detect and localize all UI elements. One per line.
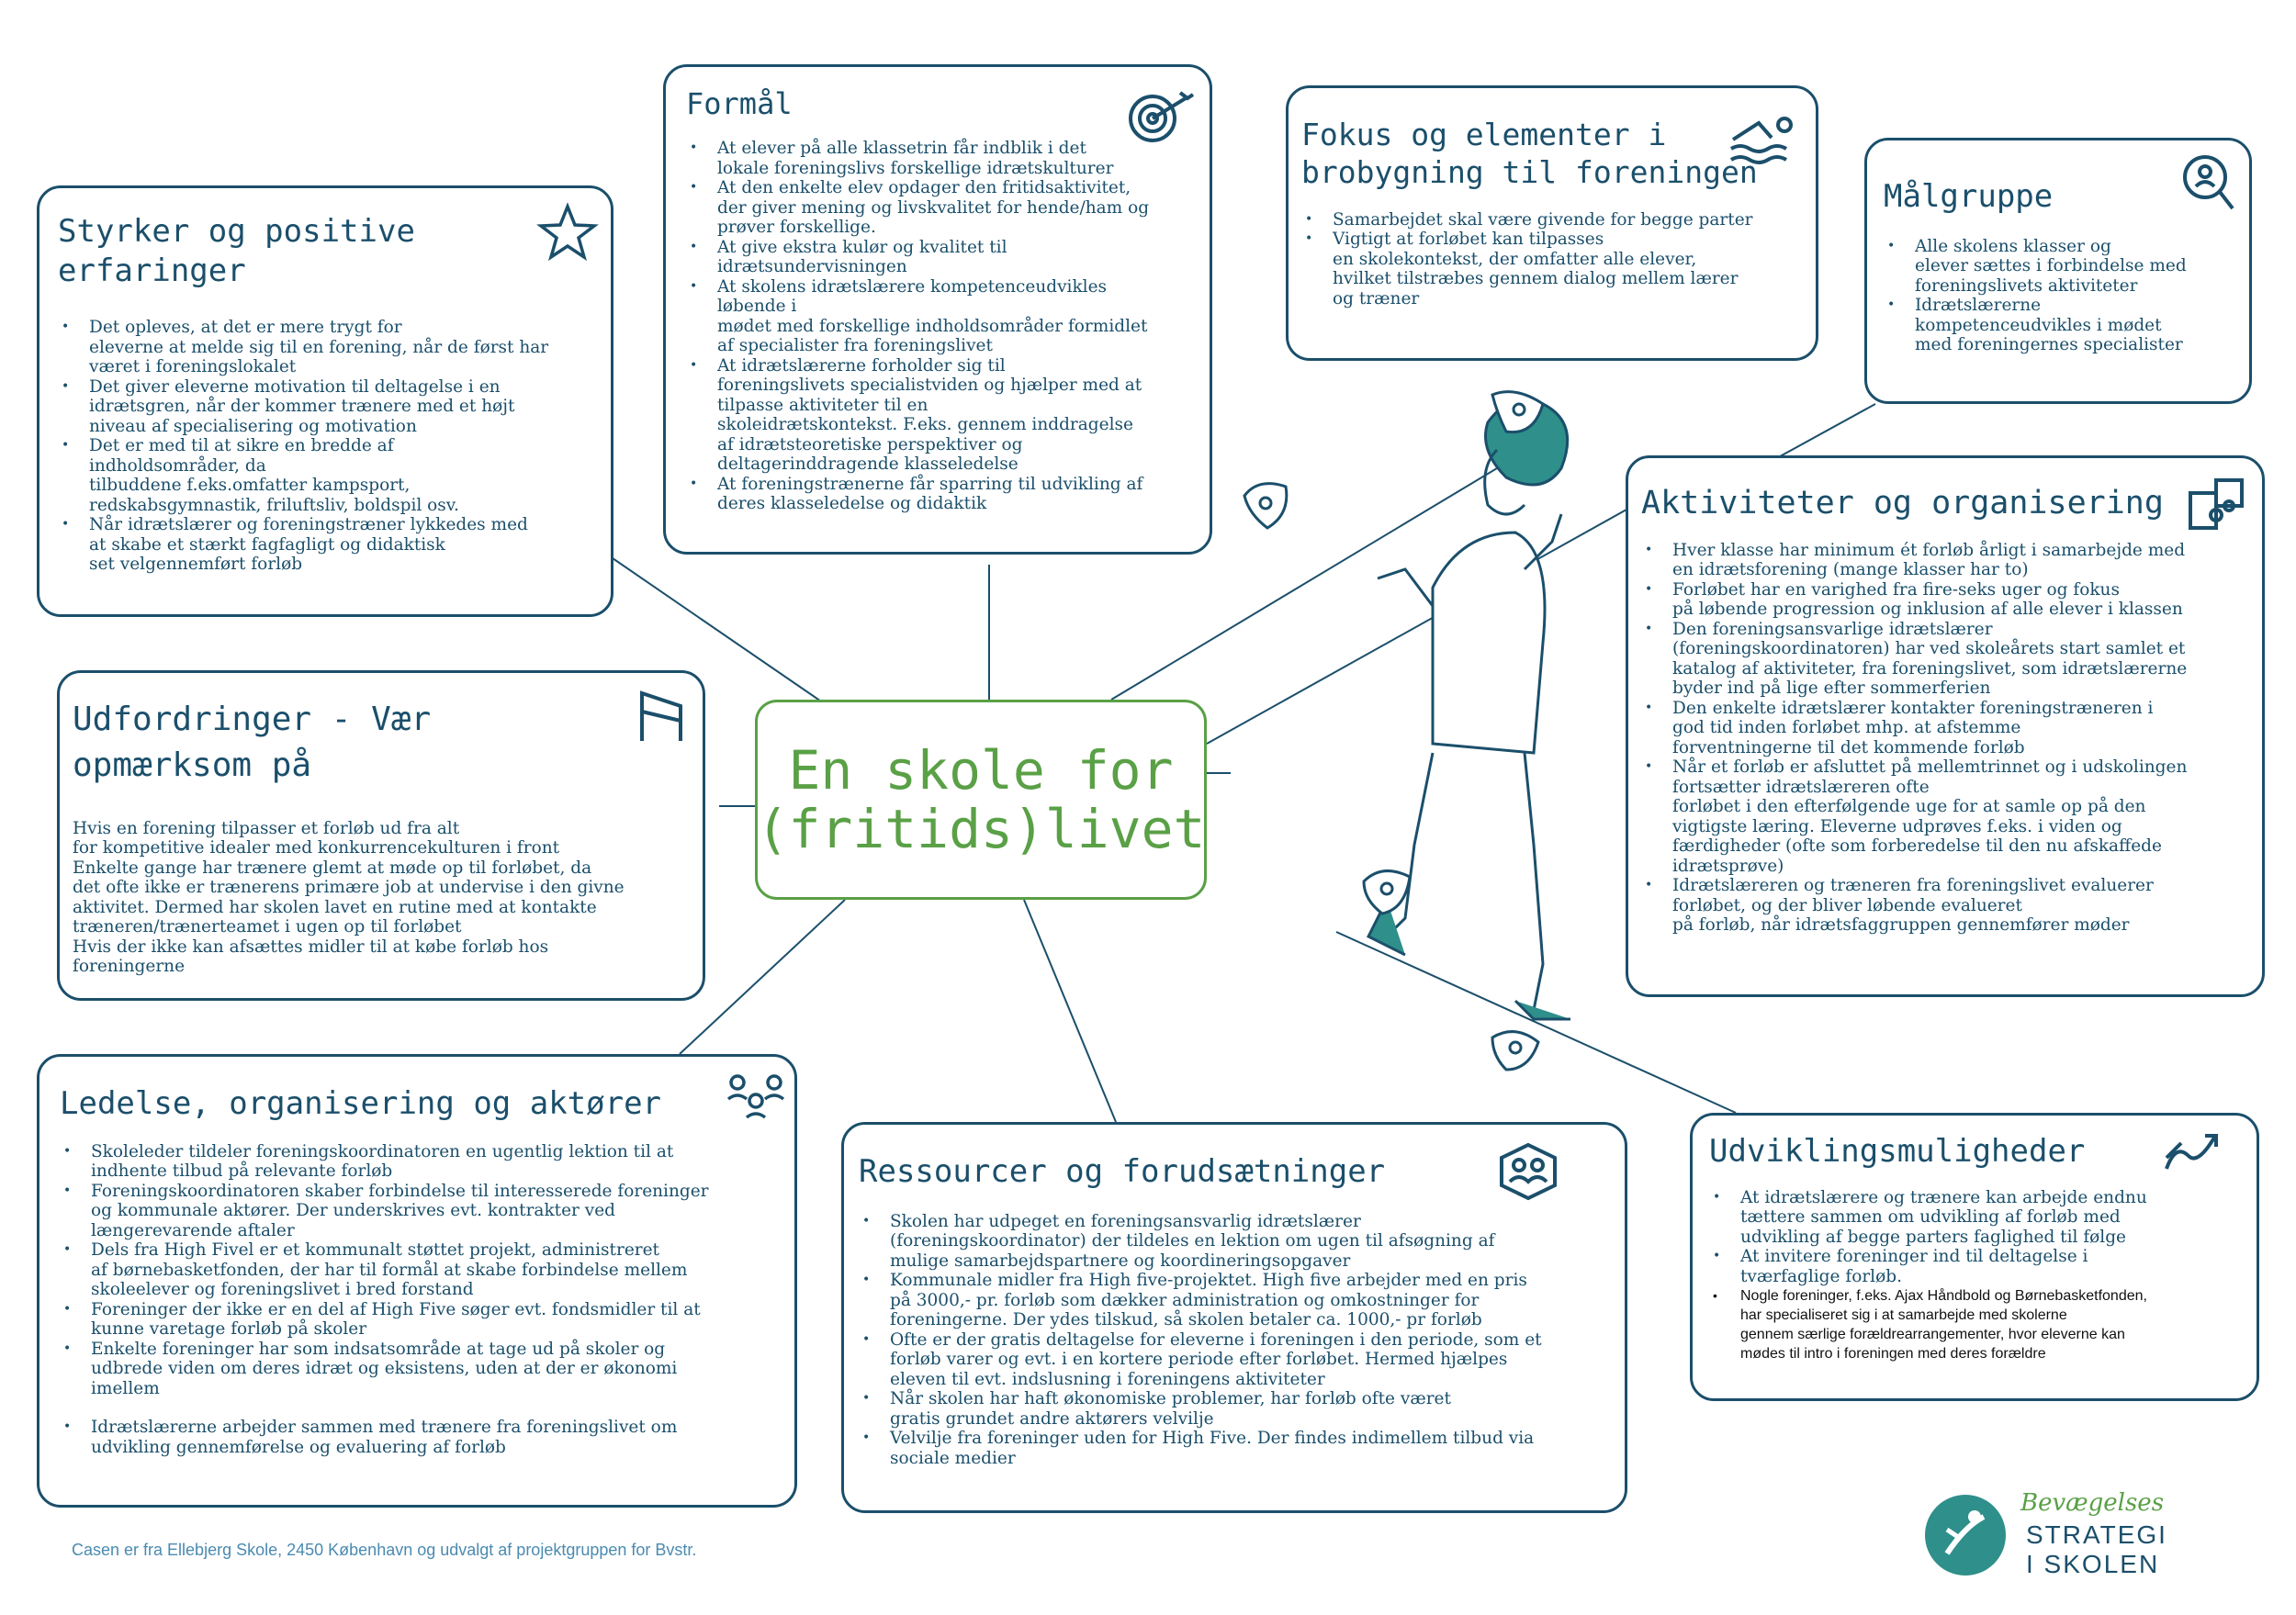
udvikling-title: Udviklingsmuligheder [1709,1133,2086,1170]
maalgruppe-title: Målgruppe [1884,178,2054,215]
formaal-box [663,64,1212,555]
climber-illustration [1221,367,1589,1083]
list-item: • Når idrætslærer og foreningstræner lykkedes med at skabe et stærkt fagfagligt og didaktisk set velgennemført forløb [89,515,592,575]
star-icon [535,201,600,265]
udvikling-box [1690,1113,2259,1401]
list-item: • At invitere foreninger ind til deltagelse i tværfaglige forløb. [1740,1247,2240,1286]
list-item: • Idrætslærerne kompetenceudvikles i mødet med foreningernes specialister [1915,296,2233,355]
list-item: • Vigtigt at forløbet kan tilpasses en skolekontekst, der omfatter alle elever, hvilket tilstræbes gennem dialog mellem lærer og træner [1333,230,1803,308]
puzzle-icon [2185,475,2249,533]
styrker-box [37,185,613,617]
list-item: • Foreningskoordinatoren skaber forbindelse til interesserede foreninger og kommunale aktører. Der underskrives evt. kontrakter ved længerevarende aftaler [91,1182,774,1241]
list-item: • Skolen har udpeget en foreningsansvarlig idrætslærer (foreningskoordinator) der tildeles en lektion om ugen til afsøgning af mulige samarbejdspartnere og koordineringsopgaver [890,1212,1610,1272]
center-title: En skole for (fritids)livet [756,739,1206,860]
formaal-title: Formål [686,86,793,121]
list-item: • At idrætslærere og trænere kan arbejde endnu tættere sammen om udvikling af forløb med udvikling af begge parters faglighed til følge [1740,1188,2240,1248]
fokus-box [1286,85,1818,361]
list-item: • At foreningstrænerne får sparring til udvikling af deres klasseledelse og didaktik [717,475,1189,514]
ressourcer-title: Ressourcer og forudsætninger [859,1153,1386,1190]
ledelse-title: Ledelse, organisering og aktører [60,1085,662,1122]
center-title-box [755,700,1207,900]
list-item: • Hver klasse har minimum ét forløb årligt i samarbejde med en idrætsforening (mange klasser har to) [1672,541,2249,580]
list-item: • Når et forløb er afsluttet på mellemtrinnet og i udskolingen fortsætter idrætslæreren ofte forløbet i den efterfølgende uge for at samle op på den vigtigste læring. Eleverne udprøves f.eks. i viden og færdigheder (ofte som forberedelse til den nu afskaffede idrætsprøve) [1672,757,2249,876]
list-item: • Foreninger der ikke er en del af High Five søger evt. fondsmidler til at kunne varetage forløb på skoler [91,1300,774,1340]
logo-line3: I SKOLEN [2026,1550,2160,1578]
hexagon-people-icon [1496,1141,1560,1202]
list-item: • Det giver eleverne motivation til deltagelse i en idrætsgren, når der kommer trænere med et højt niveau af specialisering og motivation [89,377,592,437]
list-item: • Forløbet har en varighed fra fire-seks uger og fokus på løbende progression og inklusion af alle elever i klassen [1672,580,2249,620]
list-item: • Samarbejdet skal være givende for begge parter [1333,210,1803,230]
udfordringer-box [57,670,705,1001]
list-item: • At skolens idrætslærere kompetenceudvikles løbende i mødet med forskellige indholdsområder formidlet af specialister fra foreningslivet [717,277,1189,356]
list-item: • Det er med til at sikre en bredde af indholdsområder, da tilbuddene f.eks.omfatter kampsport, redskabsgymnastik, friluftsliv, boldspil osv. [89,436,592,515]
list-item: • Idrætslæreren og træneren fra foreningslivet evaluerer forløbet, og der bliver løbende evalueret på forløb, når idrætsfaggruppen gennemfører møder [1672,876,2249,936]
climbing-hold-icon [1359,863,1414,918]
list-item: • Dels fra High Fivel er et kommunalt støttet projekt, administreret af børnebasketfonden, der har til formål at skabe forbindelse mellem skoleelever og foreningslivet i bred forstand [91,1240,774,1300]
aktiviteter-box [1626,455,2265,997]
maalgruppe-box [1864,138,2252,404]
climbing-hold-icon [1488,1024,1543,1074]
list-item: • Skoleleder tildeler foreningskoordinatoren en ugentlig lektion til at indhente tilbud på relevante forløb [91,1142,774,1182]
styrker-title: Styrker og positive erfaringer [58,213,415,289]
list-item: • Velvilje fra foreninger uden for High Five. Der findes indimellem tilbud via sociale medier [890,1429,1610,1468]
list-item: • Den enkelte idrætslærer kontakter foreningstræneren i god tid inden forløbet mhp. at afstemme forventningerne til det kommende forløb [1672,699,2249,758]
growth-arrow-icon [2161,1125,2225,1176]
udfordringer-title: Udfordringer - Vær opmærksom på [73,701,432,785]
logo-line2: STRATEGI [2026,1520,2167,1549]
hurdle-icon [636,688,688,743]
list-item: • Idrætslærerne arbejder sammen med trænere fra foreningslivet om udvikling gennemførelse og evaluering af forløb [91,1418,774,1457]
ledelse-box [37,1054,797,1508]
list-item: • Ofte er der gratis deltagelse for eleverne i foreningen i den periode, som et forløb varer og evt. i en kortere periode efter forløbet. Hermed hjælpes eleven til evt. indslusning i foreningens aktiviteter [890,1330,1610,1390]
logo-mark-icon [1919,1489,2011,1581]
list-item: • Når skolen har haft økonomiske problemer, har forløb ofte været gratis grundet andre aktørers velvilje [890,1389,1610,1429]
list-item: • At den enkelte elev opdager den fritidsaktivitet, der giver mening og livskvalitet for hende/ham og prøver forskellige. [717,178,1189,238]
people-network-icon [726,1070,785,1121]
climbing-hold-icon [1240,477,1295,533]
climbing-hold-icon [1488,386,1552,441]
aktiviteter-title: Aktiviteter og organisering [1641,485,2164,522]
list-item: • Den foreningsansvarlige idrætslærer (foreningskoordinatoren) har ved skoleårets start samlet et katalog af aktiviteter, fra foreningslivet, som idrætslærerne byder ind på lige efter sommerferien [1672,620,2249,699]
list-item: • Enkelte foreninger har som indsatsområde at tage ud på skoler og udbrede viden om deres idræt og eksistens, uden at der er økonomi imellem [91,1340,774,1399]
swimmer-icon [1728,112,1801,167]
list-item: • At give ekstra kulør og kvalitet til idrætsundervisningen [717,238,1189,277]
list-item: • At elever på alle klassetrin får indblik i det lokale foreningslivs forskellige idrætskulturer [717,139,1189,178]
logo-line1: Bevægelses [2020,1489,2165,1517]
fokus-title: Fokus og elementer i brobygning til foreningen [1301,117,1758,191]
list-item: • Det opleves, at det er mere trygt for eleverne at melde sig til en forening, når de først har været i foreningslokalet [89,318,592,377]
logo [1919,1489,2195,1590]
target-icon [1125,89,1199,144]
udfordringer-text: Hvis en forening tilpasser et forløb ud fra alt for kompetitive idealer med konkurrencekulturen i front Enkelte gange har trænere glemt at møde op til forløbet, da det ofte ikke er trænerens primære job at undervise i den givne aktivitet. Dermed har skolen lavet en rutine med at kontakte træneren/trænerteamet i ugen op til forløbet Hvis der ikke kan afsættes midler til at købe forløb hos foreningerne [73,818,625,977]
list-item: • At idrætslærerne forholder sig til foreningslivets specialistviden og hjælper med at tilpasse aktiviteter til en skoleidrætskontekst. F.eks. gennem inddragelse af idrætsteoretiske perspektiver og deltagerinddragende klasseledelse [717,356,1189,475]
list-item: • Alle skolens klasser og elever sættes i forbindelse med foreningslivets aktiviteter [1915,237,2233,297]
list-item: • Kommunale midler fra High five-projektet. High five arbejder med en pris på 3000,- pr. forløb som dækker administration og omkostninger for foreningerne. Der ydes tilskud, så skolen betaler ca. 1000,- pr forløb [890,1271,1610,1330]
footer-source: Casen er fra Ellebjerg Skole, 2450 København og udvalgt af projektgruppen for Bvstr. [72,1541,697,1559]
ressourcer-box [841,1122,1627,1513]
magnifier-person-icon [2179,151,2238,216]
list-item: • Nogle foreninger, f.eks. Ajax Håndbold og Børnebasketfonden, har specialiseret sig i at samarbejde med skolerne gennem særlige forældrearrangementer, hvor eleverne kan mødes til intro i foreningen med deres forældre [1740,1286,2240,1363]
